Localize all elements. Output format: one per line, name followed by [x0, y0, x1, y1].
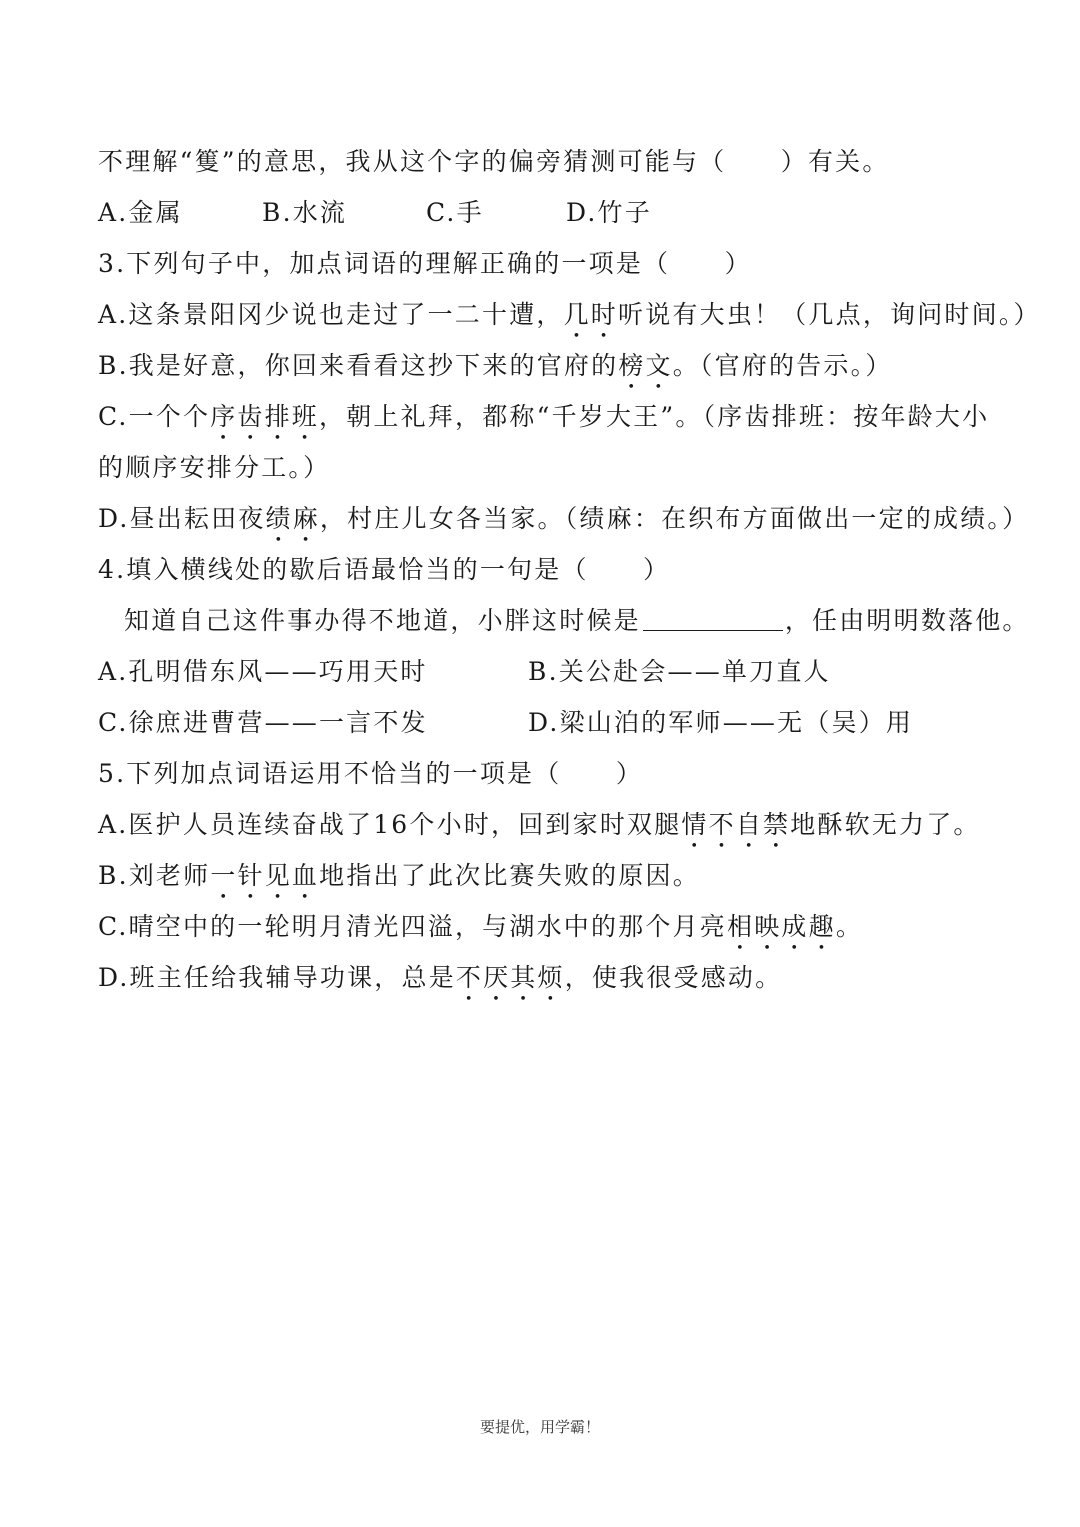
q2-option-d: D.竹子 [566, 198, 652, 227]
q3-b-dotted-word: 榜文 [618, 351, 673, 380]
page-footer: 要提优，用学霸！ [479, 1418, 600, 1436]
q5-d-dotted-word: 不厌其烦 [455, 963, 565, 992]
q3-b-pre: B.我是好意，你回来看看这抄下来的官府的 [98, 351, 619, 380]
q3-option-a [98, 298, 1041, 344]
q4-sentence-post: ，任由明明数落他。 [784, 606, 1030, 635]
q4-option-a: A.孔明借东风——巧用天时 [98, 657, 428, 686]
q3-d-pre: D.昼出耘田夜 [98, 504, 266, 533]
q3-c-dotted-word: 序齿排班 [210, 402, 319, 431]
q5-option-a [98, 808, 981, 854]
q5-option-d [98, 961, 782, 1007]
q3-a-post: 听说有大虫！（几点，询问时间。） [618, 300, 1041, 329]
q5-b-pre: B.刘老师 [98, 861, 211, 890]
q3-stem: 3.下列句子中，加点词语的理解正确的一项是（ ） [98, 249, 752, 278]
q5-a-pre: A.医护人员连续奋战了16个小时，回到家时双腿 [98, 810, 682, 839]
q3-b-post: 。（官府的告示。） [672, 351, 893, 380]
q2-option-c: C.手 [426, 198, 484, 227]
q2-option-a: A.金属 [98, 198, 183, 227]
q4-option-d: D.梁山泊的军师——无（吴）用 [528, 708, 914, 737]
q5-option-b [98, 859, 700, 905]
q5-stem: 5.下列加点词语运用不恰当的一项是（ ） [98, 759, 644, 788]
q5-b-post: 地指出了此次比赛失败的原因。 [319, 861, 700, 890]
q4-sentence [124, 604, 1030, 638]
answer-blank[interactable] [643, 604, 783, 631]
q5-option-c [98, 910, 863, 956]
q4-sentence-pre: 知道自己这件事办得不地道，小胖这时候是 [124, 606, 641, 635]
q3-c-post: ，朝上礼拜，都称“千岁大王”。（序齿排班：按年龄大小 [319, 402, 990, 431]
q5-b-dotted-word: 一针见血 [210, 861, 320, 890]
q3-option-c-continued: 的顺序安排分工。） [98, 453, 331, 482]
q3-d-dotted-word: 绩麻 [265, 504, 320, 533]
q3-d-post: ，村庄儿女各当家。（绩麻：在织布方面做出一定的成绩。） [319, 504, 1030, 533]
q5-d-pre: D.班主任给我辅导功课，总是 [98, 963, 456, 992]
q5-d-post: ，使我很受感动。 [564, 963, 783, 992]
q3-a-dotted-word: 几时 [563, 300, 619, 329]
q5-c-post: 。 [835, 912, 864, 941]
q5-c-pre: C.晴空中的一轮明月清光四溢，与湖水中的那个月亮 [98, 912, 727, 941]
q5-a-post: 地酥软无力了。 [790, 810, 981, 839]
q4-option-b: B.关公赴会——单刀直人 [528, 657, 831, 686]
q3-option-b [98, 349, 893, 395]
q3-c-pre: C.一个个 [98, 402, 211, 431]
q2-stem: 不理解“篗”的意思，我从这个字的偏旁猜测可能与（ ）有关。 [98, 147, 890, 176]
q2-option-b: B.水流 [262, 198, 348, 227]
q5-c-dotted-word: 相映成趣 [727, 912, 836, 941]
q4-stem: 4.填入横线处的歇后语最恰当的一句是（ ） [98, 555, 671, 584]
q5-a-dotted-word: 情不自禁 [681, 810, 791, 839]
q3-option-c [98, 400, 989, 446]
q4-option-c: C.徐庶进曹营——一言不发 [98, 708, 428, 737]
q3-option-d [98, 502, 1029, 548]
q3-a-pre: A.这条景阳冈少说也走过了一二十遭， [98, 300, 564, 329]
